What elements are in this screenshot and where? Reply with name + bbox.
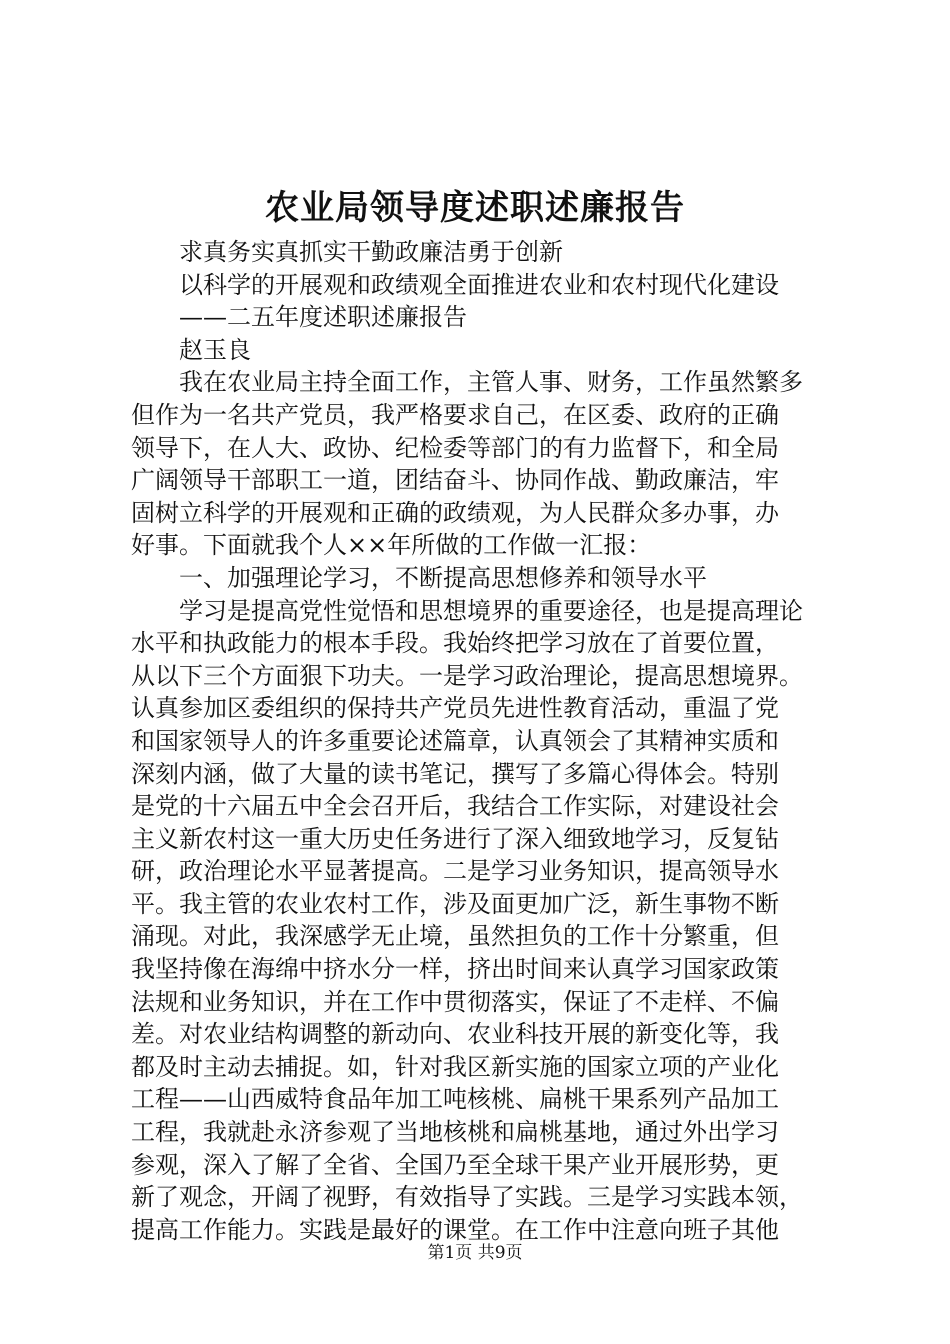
paragraph-line: 深刻内涵，做了大量的读书笔记，撰写了多篇心得体会。特别 bbox=[131, 759, 779, 788]
subtitle-line: ——二五年度述职述廉报告 bbox=[179, 303, 467, 332]
paragraph-line: 平。我主管的农业农村工作，涉及面更加广泛，新生事物不断 bbox=[131, 889, 779, 918]
paragraph-line: 新了观念，开阔了视野，有效指导了实践。三是学习实践本领， bbox=[131, 1183, 803, 1212]
paragraph-line: 差。对农业结构调整的新动向、农业科技开展的新变化等，我 bbox=[131, 1020, 779, 1049]
paragraph-line: 提高工作能力。实践是最好的课堂。在工作中注意向班子其他 bbox=[131, 1215, 779, 1244]
paragraph-line: 领导下，在人大、政协、纪检委等部门的有力监督下，和全局 bbox=[131, 433, 779, 462]
page-number-footer: 第1页 共9页 bbox=[427, 1243, 523, 1263]
document-title: 农业局领导度述职述廉报告 bbox=[265, 188, 685, 228]
paragraph-line: 工程——山西威特食品年加工吨核桃、扁桃干果系列产品加工 bbox=[131, 1085, 779, 1114]
paragraph-line: 研，政治理论水平显著提高。二是学习业务知识，提高领导水 bbox=[131, 857, 779, 886]
paragraph-line: 主义新农村这一重大历史任务进行了深入细致地学习，反复钻 bbox=[131, 824, 779, 853]
paragraph-line: 我在农业局主持全面工作，主管人事、财务，工作虽然繁多 bbox=[179, 368, 803, 397]
paragraph-line: 是党的十六届五中全会召开后，我结合工作实际，对建设社会 bbox=[131, 792, 779, 821]
author-line: 赵玉良 bbox=[179, 335, 251, 364]
paragraph-line: 广阔领导干部职工一道，团结奋斗、协同作战、勤政廉洁，牢 bbox=[131, 466, 779, 495]
subtitle-line: 求真务实真抓实干勤政廉洁勇于创新 bbox=[179, 238, 563, 266]
paragraph-line: 固树立科学的开展观和正确的政绩观，为人民群众多办事，办 bbox=[131, 498, 779, 527]
paragraph-line: 涌现。对此，我深感学无止境，虽然担负的工作十分繁重，但 bbox=[131, 922, 779, 951]
paragraph-line: 学习是提高党性觉悟和思想境界的重要途径，也是提高理论 bbox=[179, 596, 803, 625]
paragraph-line: 好事。下面就我个人××年所做的工作做一汇报： bbox=[131, 531, 652, 560]
paragraph-line: 工程，我就赴永济参观了当地核桃和扁桃基地，通过外出学习 bbox=[131, 1118, 779, 1147]
document-body bbox=[131, 236, 831, 1246]
paragraph-line: 认真参加区委组织的保持共产党员先进性教育活动，重温了党 bbox=[131, 694, 779, 723]
paragraph-line: 和国家领导人的许多重要论述篇章，认真领会了其精神实质和 bbox=[131, 726, 779, 755]
paragraph-line: 参观，深入了解了全省、全国乃至全球干果产业开展形势，更 bbox=[131, 1150, 779, 1179]
paragraph-line: 法规和业务知识，并在工作中贯彻落实，保证了不走样、不偏 bbox=[131, 987, 779, 1016]
paragraph-line: 但作为一名共产党员，我严格要求自己，在区委、政府的正确 bbox=[131, 400, 779, 429]
paragraph-line: 我坚持像在海绵中挤水分一样，挤出时间来认真学习国家政策 bbox=[131, 955, 779, 984]
paragraph-line: 从以下三个方面狠下功夫。一是学习政治理论，提高思想境界。 bbox=[131, 661, 803, 690]
paragraph-line: 水平和执政能力的根本手段。我始终把学习放在了首要位置， bbox=[131, 629, 779, 658]
section-heading: 一、加强理论学习，不断提高思想修养和领导水平 bbox=[179, 563, 707, 592]
paragraph-line: 都及时主动去捕捉。如，针对我区新实施的国家立项的产业化 bbox=[131, 1052, 779, 1081]
subtitle-line: 以科学的开展观和政绩观全面推进农业和农村现代化建设 bbox=[179, 270, 779, 299]
